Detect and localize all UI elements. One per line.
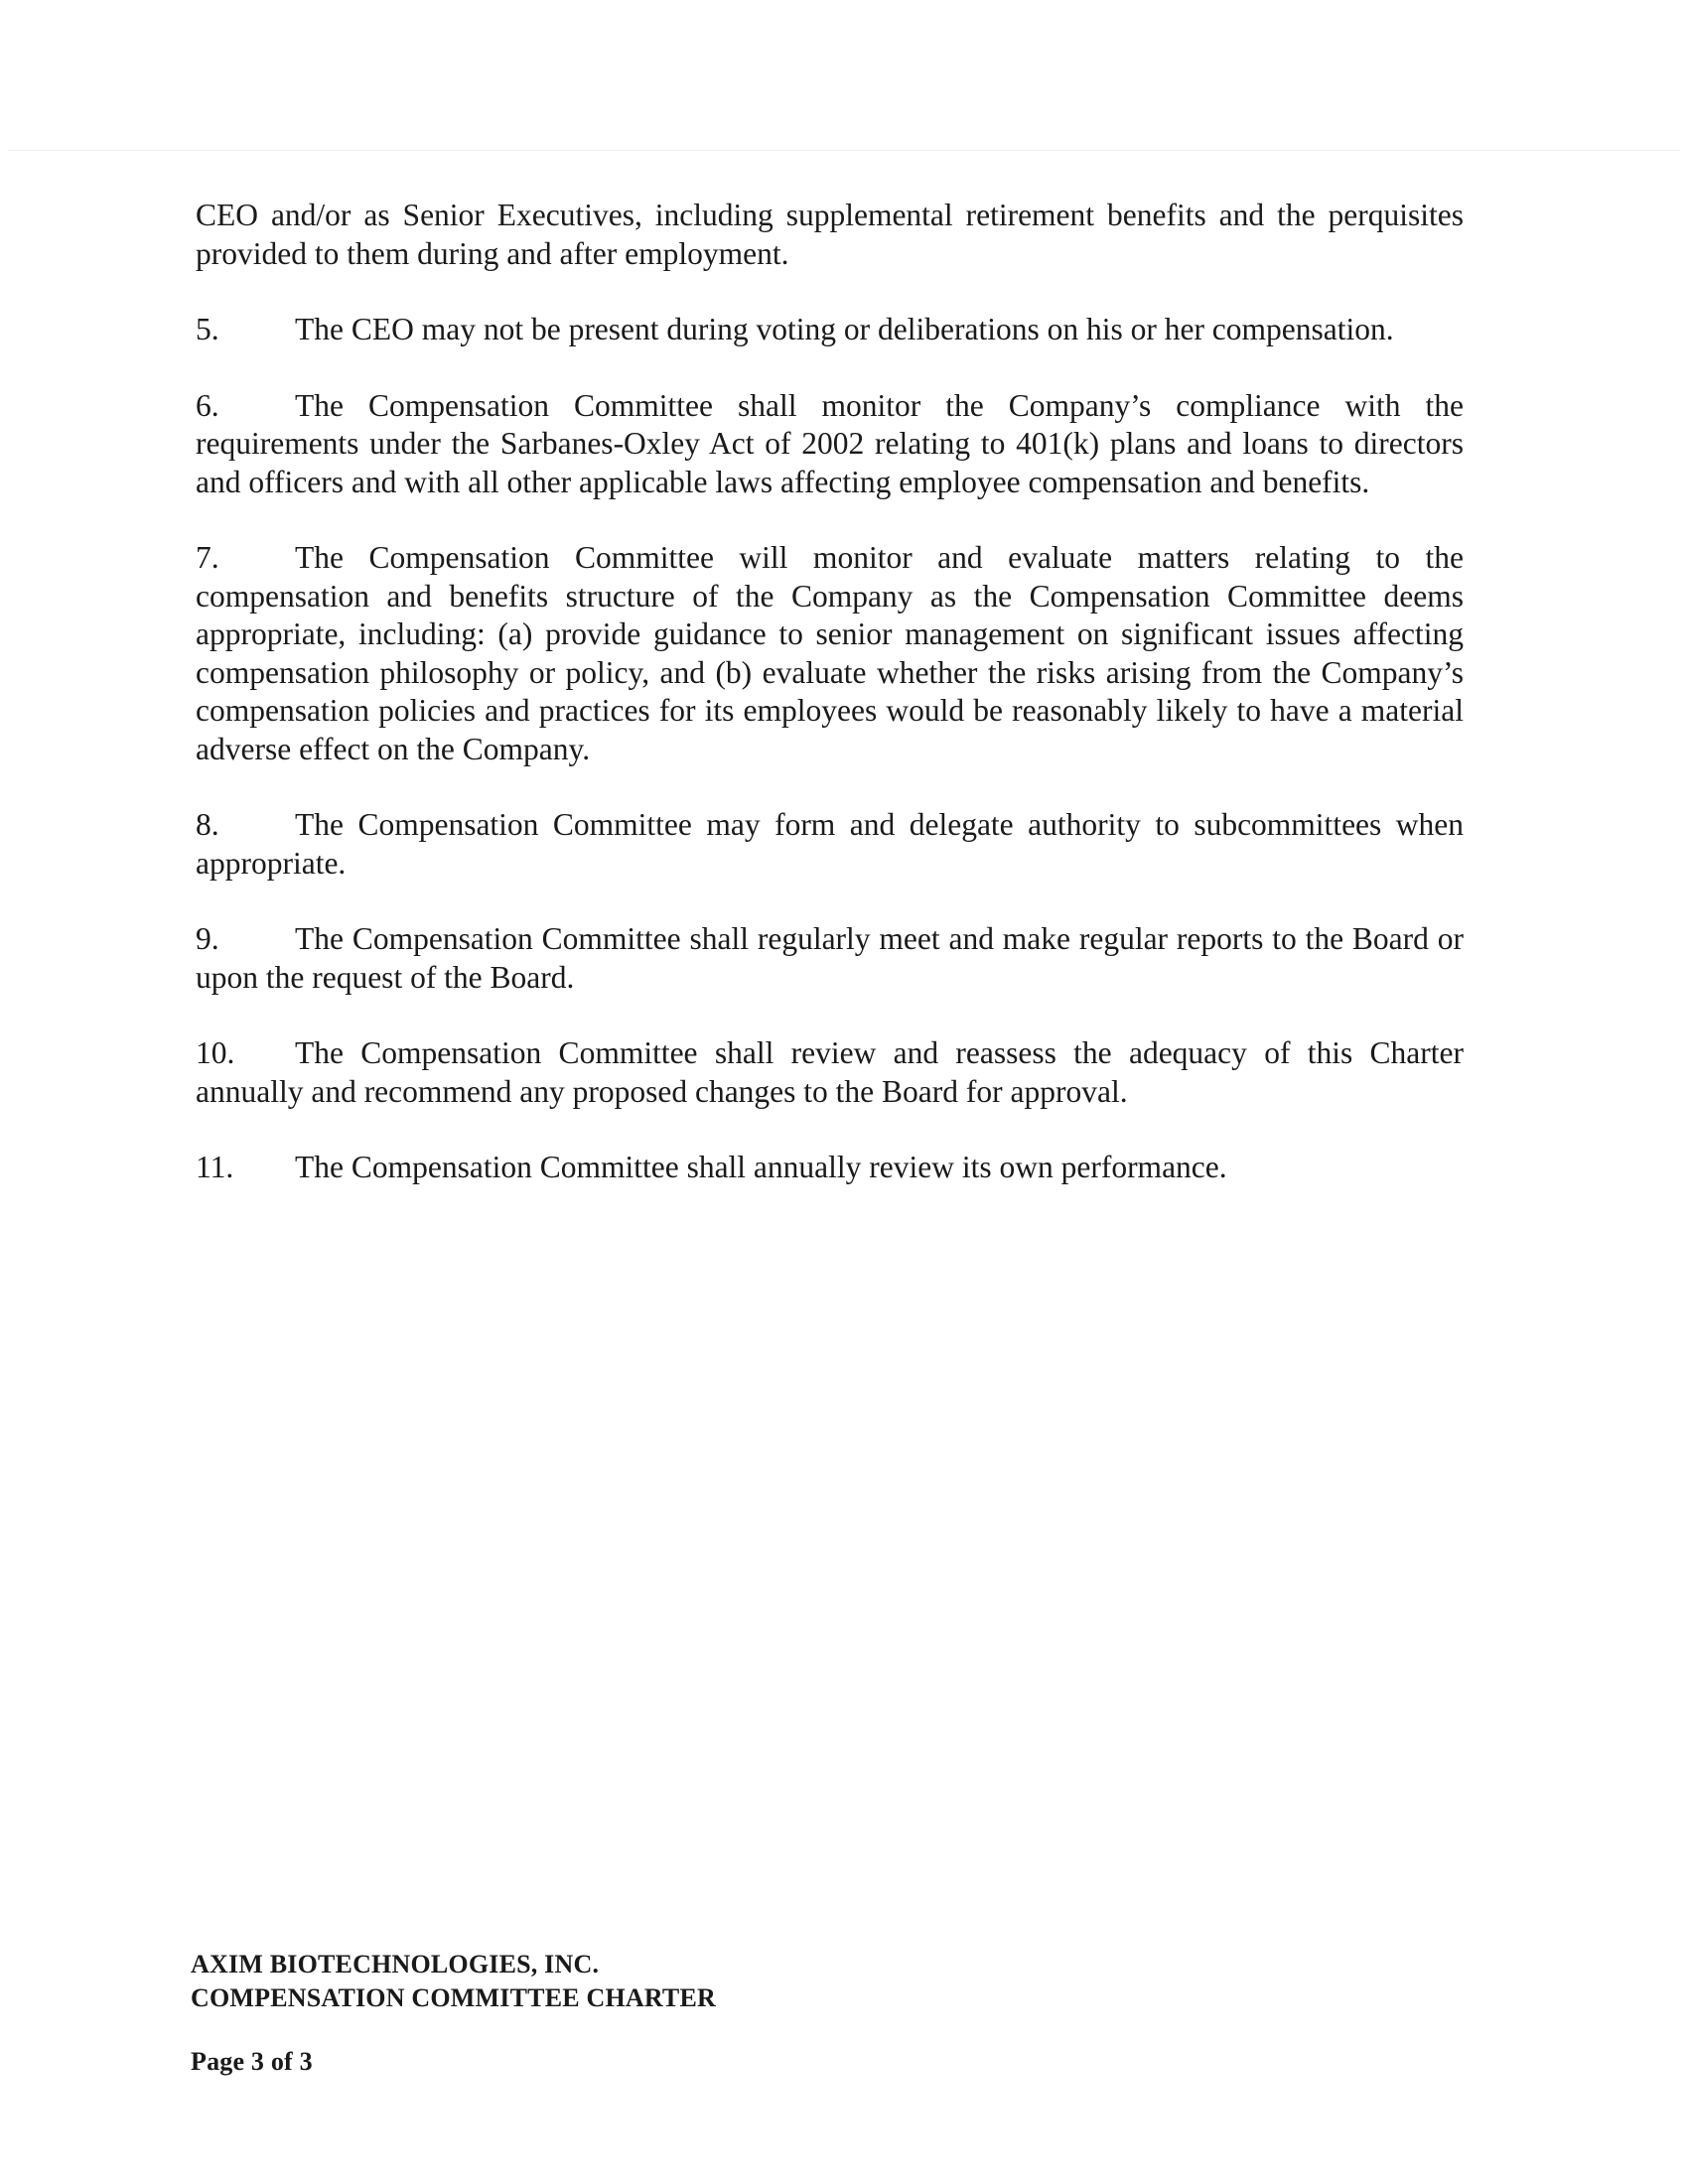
paragraph-continuation	[196, 197, 1464, 273]
paragraph-number: 9.	[196, 921, 219, 956]
paragraph-text: The Compensation Committee shall annually review its own performance.	[295, 1150, 1227, 1184]
page-footer	[191, 1948, 716, 2079]
footer-company-name: AXIM BIOTECHNOLOGIES, INC.	[191, 1950, 600, 1979]
paragraph-7	[196, 539, 1464, 768]
paragraph-number: 10.	[196, 1035, 235, 1070]
paragraph-number: 8.	[196, 807, 219, 842]
paragraph-number: 7.	[196, 540, 219, 575]
paragraph-text: The Compensation Committee shall regularly meet and make regular reports to the Board or upon the request of the Board.	[196, 921, 1464, 995]
paragraph-6	[196, 387, 1464, 502]
paragraph-text: The Compensation Committee will monitor and evaluate matters relating to the compensation and benefits structure of the Company as the Compensation Committee deems appropriate, including: (a) provide guidance to senior management on significant issues affecting compensation philosophy or policy, and (b) evaluate whether the risks arising from the Company’s compensation policies and practices for its employees would be reasonably likely to have a material adverse effect on the Company.	[196, 540, 1464, 766]
document-body	[196, 197, 1464, 1225]
paragraph-8	[196, 806, 1464, 883]
paragraph-number: 6.	[196, 387, 219, 423]
paragraph-text: The CEO may not be present during voting or deliberations on his or her compensation.	[295, 312, 1394, 346]
paragraph-text: The Compensation Committee may form and delegate authority to subcommittees when appropriate.	[196, 807, 1464, 881]
paragraph-text: The Compensation Committee shall review and reassess the adequacy of this Charter annually and recommend any proposed changes to the Board for approval.	[196, 1035, 1464, 1109]
footer-page-number: Page 3 of 3	[191, 2047, 313, 2076]
footer-document-title: COMPENSATION COMMITTEE CHARTER	[191, 1983, 716, 2012]
paragraph-11	[196, 1149, 1464, 1187]
paragraph-10	[196, 1034, 1464, 1111]
paragraph-number: 11.	[196, 1150, 234, 1184]
paragraph-text: The Compensation Committee shall monitor the Company’s compliance with the requirements under the Sarbanes-Oxley Act of 2002 relating to 401(k) plans and loans to directors and officers and with all other applicable laws affecting employee compensation and benefits.	[196, 387, 1464, 499]
paragraph-5	[196, 311, 1464, 349]
paragraph-9	[196, 920, 1464, 997]
paragraph-text: CEO and/or as Senior Executives, including supplemental retirement benefits and the perquisites provided to them during and after employment.	[196, 198, 1464, 271]
paragraph-number: 5.	[196, 312, 219, 346]
scan-edge-line	[8, 150, 1680, 151]
